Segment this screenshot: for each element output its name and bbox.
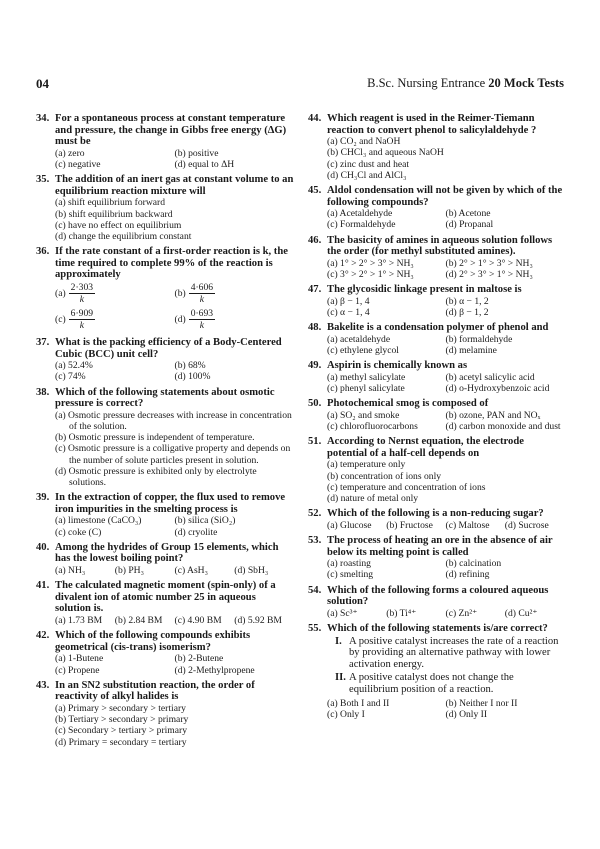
question-number: 47. (308, 284, 322, 296)
left-column (36, 113, 294, 752)
option: (c) Osmotic pressure is a colligative property and depends on the number of solute particles present in solution. (55, 443, 291, 466)
options (36, 615, 294, 626)
question-text: Which of the following statements is/are correct? (327, 622, 548, 634)
question-54 (308, 585, 564, 619)
question-number: 50. (308, 398, 322, 410)
question-text: What is the packing efficiency of a Body-Centered Cubic (BCC) unit cell? (55, 336, 282, 360)
option: (b) 2° > 1° > 3° > NH₃ (445, 257, 533, 269)
fraction (69, 282, 95, 305)
option: (d) o-Hydroxybenzoic acid (445, 382, 550, 394)
option: (b) acetyl salicylic acid (445, 371, 535, 383)
option: (d) nature of metal only (327, 492, 419, 504)
fraction-denominator: k (199, 294, 205, 306)
fraction-denominator: k (79, 294, 84, 306)
option: (d) equal to ΔH (174, 158, 235, 170)
option: (a) acetaldehyde (327, 333, 391, 345)
option: (a) zero (55, 147, 85, 159)
option: (c) 74% (55, 371, 86, 383)
question-number: 55. (308, 622, 322, 634)
options (36, 281, 294, 333)
question-text: If the rate constant of a first-order reaction is k, the time required to complete 99% of the reaction is approximately (55, 246, 288, 281)
option: (a) SO₂ and smoke (327, 409, 400, 421)
question-line (308, 398, 564, 410)
question-number: 39. (36, 492, 50, 504)
option: (b) Osmotic pressure is independent of temperature. (55, 432, 255, 444)
option: (d) Osmotic pressure is exhibited only by electrolyte solutions. (55, 465, 257, 488)
option-label: (b) (174, 288, 186, 300)
option: (d) carbon monoxide and dust (445, 420, 561, 432)
options (36, 565, 294, 576)
fraction-numerator: 6·909 (70, 308, 94, 320)
question-text: Which reagent is used in the Reimer-Tiemann reaction to convert phenol to salicylaldehyde ? (327, 113, 537, 136)
options (308, 698, 564, 720)
option: (b) Acetone (445, 208, 491, 220)
option: (b) formaldehyde (445, 333, 513, 345)
options (308, 296, 564, 318)
option: (b) ozone, PAN and NOₓ (445, 409, 541, 421)
option: (b) silica (SiO₂) (174, 515, 236, 527)
option: (d) 5.92 BM (234, 614, 282, 626)
question-35 (36, 174, 294, 242)
fraction-denominator: k (199, 320, 205, 332)
page-header (36, 76, 564, 98)
option: (a) 1-Butene (55, 653, 104, 665)
book-title-bold: 20 Mock Tests (488, 76, 564, 90)
option: (c) Zn²⁺ (445, 607, 478, 619)
question-line (308, 322, 564, 334)
option: (a) Both I and II (327, 697, 390, 709)
question-40 (36, 542, 294, 576)
option: (c) 3° > 2° > 1° > NH₃ (327, 268, 414, 280)
question-49 (308, 360, 564, 394)
option: (d) β − 1, 2 (445, 306, 489, 318)
option (55, 281, 175, 307)
question-line (308, 113, 564, 136)
fraction (189, 308, 215, 331)
question-line (308, 508, 564, 520)
option: (a) β − 1, 4 (327, 295, 370, 307)
option: (a) temperature only (327, 459, 406, 471)
question-36 (36, 246, 294, 333)
question-line (36, 113, 294, 148)
options (308, 459, 564, 504)
question-44 (308, 113, 564, 181)
question-text: Which of the following compounds exhibits geometrical (cis-trans) isomerism? (55, 630, 251, 653)
option: (a) 1.73 BM (55, 614, 103, 626)
statement (308, 672, 564, 695)
question-51 (308, 436, 564, 504)
option: (c) α − 1, 4 (327, 306, 370, 318)
fraction-numerator: 4·606 (190, 282, 214, 294)
option: (c) negative (55, 158, 101, 170)
question-text: In the extraction of copper, the flux used to remove iron impurities in the smelting process is (55, 492, 286, 515)
option: (c) Secondary > tertiary > primary (55, 725, 188, 737)
option: (c) 4.90 BM (174, 614, 222, 626)
option: (a) Primary > secondary > tertiary (55, 702, 186, 714)
option: (a) 52.4% (55, 360, 93, 372)
question-line (36, 387, 294, 410)
options (308, 208, 564, 230)
option-label: (d) (174, 314, 186, 326)
option: (d) Propanal (445, 219, 494, 231)
option: (b) calcination (445, 558, 502, 570)
question-line (36, 580, 294, 615)
statement (308, 636, 564, 671)
question-text: Aspirin is chemically known as (327, 360, 468, 372)
book-title (367, 76, 564, 91)
question-line (36, 174, 294, 197)
option: (a) Glucose (327, 519, 372, 531)
option: (d) SbH₃ (234, 564, 269, 576)
fraction (189, 282, 215, 305)
options (36, 360, 294, 382)
question-text: The process of heating an ore in the absence of air below its melting point is called (327, 534, 553, 558)
question-line (308, 284, 564, 296)
question-47 (308, 284, 564, 318)
question-34 (36, 113, 294, 170)
option: (a) Sc³⁺ (327, 607, 358, 619)
option: (d) CH₃Cl and AlCl₃ (327, 169, 407, 181)
options (308, 608, 564, 619)
options (36, 197, 294, 242)
option: (d) Primary = secondary = tertiary (55, 736, 187, 748)
option: (a) Osmotic pressure decreases with increase in concentration of the solution. (55, 409, 292, 432)
question-line (308, 436, 564, 459)
option: (b) concentration of ions only (327, 470, 442, 482)
question-38 (36, 387, 294, 489)
option: (d) Cu²⁺ (504, 607, 538, 619)
question-number: 54. (308, 584, 322, 596)
question-37 (36, 337, 294, 383)
question-line (36, 630, 294, 653)
question-42 (36, 630, 294, 676)
question-line (308, 235, 564, 258)
question-line (36, 337, 294, 360)
question-line (308, 360, 564, 372)
option: (d) 100% (174, 371, 211, 383)
option: (a) NH₃ (55, 564, 86, 576)
question-number: 53. (308, 534, 322, 546)
option: (c) phenyl salicylate (327, 382, 405, 394)
question-number: 40. (36, 541, 50, 553)
question-50 (308, 398, 564, 432)
option (55, 307, 175, 333)
question-text: For a spontaneous process at constant temperature and pressure, the change in Gibbs free energy (ΔG) must be (55, 113, 287, 148)
question-text: Bakelite is a condensation polymer of phenol and (327, 322, 549, 334)
option: (d) refining (445, 569, 490, 581)
options (308, 136, 564, 181)
options (36, 148, 294, 170)
options (308, 558, 564, 580)
options (36, 515, 294, 537)
fraction-numerator: 2·303 (70, 282, 94, 294)
option: (b) positive (174, 147, 219, 159)
question-43 (36, 680, 294, 748)
question-line (36, 246, 294, 281)
option: (c) Only I (327, 708, 365, 720)
option-label: (c) (55, 314, 66, 326)
question-46 (308, 235, 564, 281)
option: (c) chlorofluorocarbons (327, 420, 418, 432)
statement-label: I. (335, 635, 342, 647)
question-text: The basicity of amines in aqueous solution follows the order (for methyl substituted amines). (327, 234, 553, 258)
options (308, 410, 564, 432)
question-number: 46. (308, 234, 322, 246)
option: (b) CHCl₃ and aqueous NaOH (327, 147, 444, 159)
question-line (308, 585, 564, 608)
question-number: 42. (36, 630, 50, 642)
question-52 (308, 508, 564, 531)
option (175, 281, 295, 307)
book-title-prefix: B.Sc. Nursing Entrance (367, 76, 486, 90)
option: (a) limestone (CaCO₃) (55, 515, 142, 527)
options (308, 372, 564, 394)
options (308, 334, 564, 356)
option: (a) 1° > 2° > 3° > NH₃ (327, 257, 414, 269)
question-number: 38. (36, 386, 50, 398)
options (308, 520, 564, 531)
question-41 (36, 580, 294, 626)
question-text: Among the hydrides of Group 15 elements, which has the lowest boiling point? (55, 541, 279, 565)
option: (b) PH₃ (114, 564, 144, 576)
options (36, 703, 294, 748)
question-line (308, 535, 564, 558)
option: (b) 2-Butene (174, 653, 224, 665)
options (308, 258, 564, 280)
question-number: 49. (308, 360, 322, 372)
question-number: 36. (36, 246, 50, 258)
option: (a) CO₂ and NaOH (327, 136, 401, 148)
option: (d) Only II (445, 708, 488, 720)
question-number: 52. (308, 508, 322, 520)
statement-label: II. (335, 672, 346, 684)
option-label: (a) (55, 288, 66, 300)
option: (d) melamine (445, 344, 497, 356)
option: (b) Fructose (386, 519, 433, 531)
question-number: 43. (36, 679, 50, 691)
statement-text: A positive catalyst does not change the equilibrium position of a reaction. (349, 672, 514, 695)
question-text: The addition of an inert gas at constant volume to an equilibrium reaction mixture will (55, 174, 294, 197)
question-number: 51. (308, 436, 322, 448)
option: (b) shift equilibrium backward (55, 208, 173, 220)
question-line (308, 623, 564, 635)
question-text: Photochemical smog is composed of (327, 398, 489, 410)
question-line (308, 185, 564, 208)
question-text: According to Nernst equation, the electrode potential of a half-cell depends on (327, 436, 524, 459)
option: (c) AsH₃ (174, 564, 208, 576)
option: (b) 68% (174, 360, 206, 372)
option: (b) α − 1, 2 (445, 295, 489, 307)
option (175, 307, 295, 333)
fraction-denominator: k (79, 320, 84, 332)
statement-text: A positive catalyst increases the rate of a reaction by providing an alternative pathway with lower activation energy. (349, 635, 559, 670)
question-39 (36, 492, 294, 538)
question-48 (308, 322, 564, 356)
option: (c) smelting (327, 569, 374, 581)
option: (a) shift equilibrium forward (55, 197, 166, 209)
fraction-numerator: 0·693 (190, 308, 214, 320)
fraction (69, 308, 95, 331)
option: (c) zinc dust and heat (327, 158, 410, 170)
options (36, 653, 294, 675)
question-number: 35. (36, 174, 50, 186)
option: (b) Ti⁴⁺ (386, 607, 417, 619)
right-column (308, 113, 564, 724)
option: (c) Propene (55, 664, 100, 676)
option: (d) 2° > 3° > 1° > NH₃ (445, 268, 533, 280)
option: (c) temperature and concentration of ions (327, 481, 486, 493)
option: (c) have no effect on equilibrium (55, 219, 182, 231)
question-line (36, 680, 294, 703)
question-line (36, 492, 294, 515)
option: (c) Maltose (445, 519, 490, 531)
question-55 (308, 623, 564, 720)
question-number: 41. (36, 580, 50, 592)
option: (c) ethylene glycol (327, 344, 399, 356)
page-number: 04 (36, 76, 49, 91)
option: (d) Sucrose (504, 519, 549, 531)
option: (c) coke (C) (55, 526, 102, 538)
question-number: 48. (308, 322, 322, 334)
question-text: In an SN2 substitution reaction, the order of reactivity of alkyl halides is (55, 679, 255, 703)
question-number: 37. (36, 336, 50, 348)
option: (d) 2-Methylpropene (174, 664, 255, 676)
option: (b) Neither I nor II (445, 697, 518, 709)
option: (b) 2.84 BM (114, 614, 163, 626)
question-text: Which of the following forms a coloured aqueous solution? (327, 584, 549, 608)
question-number: 45. (308, 185, 322, 196)
option: (c) Formaldehyde (327, 219, 396, 231)
option: (b) Tertiary > secondary > primary (55, 714, 189, 726)
question-line (36, 542, 294, 565)
option: (a) methyl salicylate (327, 371, 406, 383)
question-text: Which of the following is a non-reducing sugar? (327, 508, 544, 520)
question-text: The glycosidic linkage present in maltose is (327, 284, 522, 296)
question-text: Which of the following statements about osmotic pressure is correct? (55, 386, 275, 410)
option: (a) roasting (327, 558, 371, 570)
options (36, 410, 294, 488)
question-text: Aldol condensation will not be given by which of the following compounds? (327, 185, 563, 208)
option: (d) change the equilibrium constant (55, 230, 192, 242)
option: (a) Acetaldehyde (327, 208, 393, 220)
question-45 (308, 185, 564, 231)
question-number: 34. (36, 113, 50, 124)
question-text: The calculated magnetic moment (spin-only) of a divalent ion of atomic number 25 in aqueous solution is. (55, 580, 276, 615)
option: (d) cryolite (174, 526, 218, 538)
question-53 (308, 535, 564, 581)
question-number: 44. (308, 113, 322, 124)
